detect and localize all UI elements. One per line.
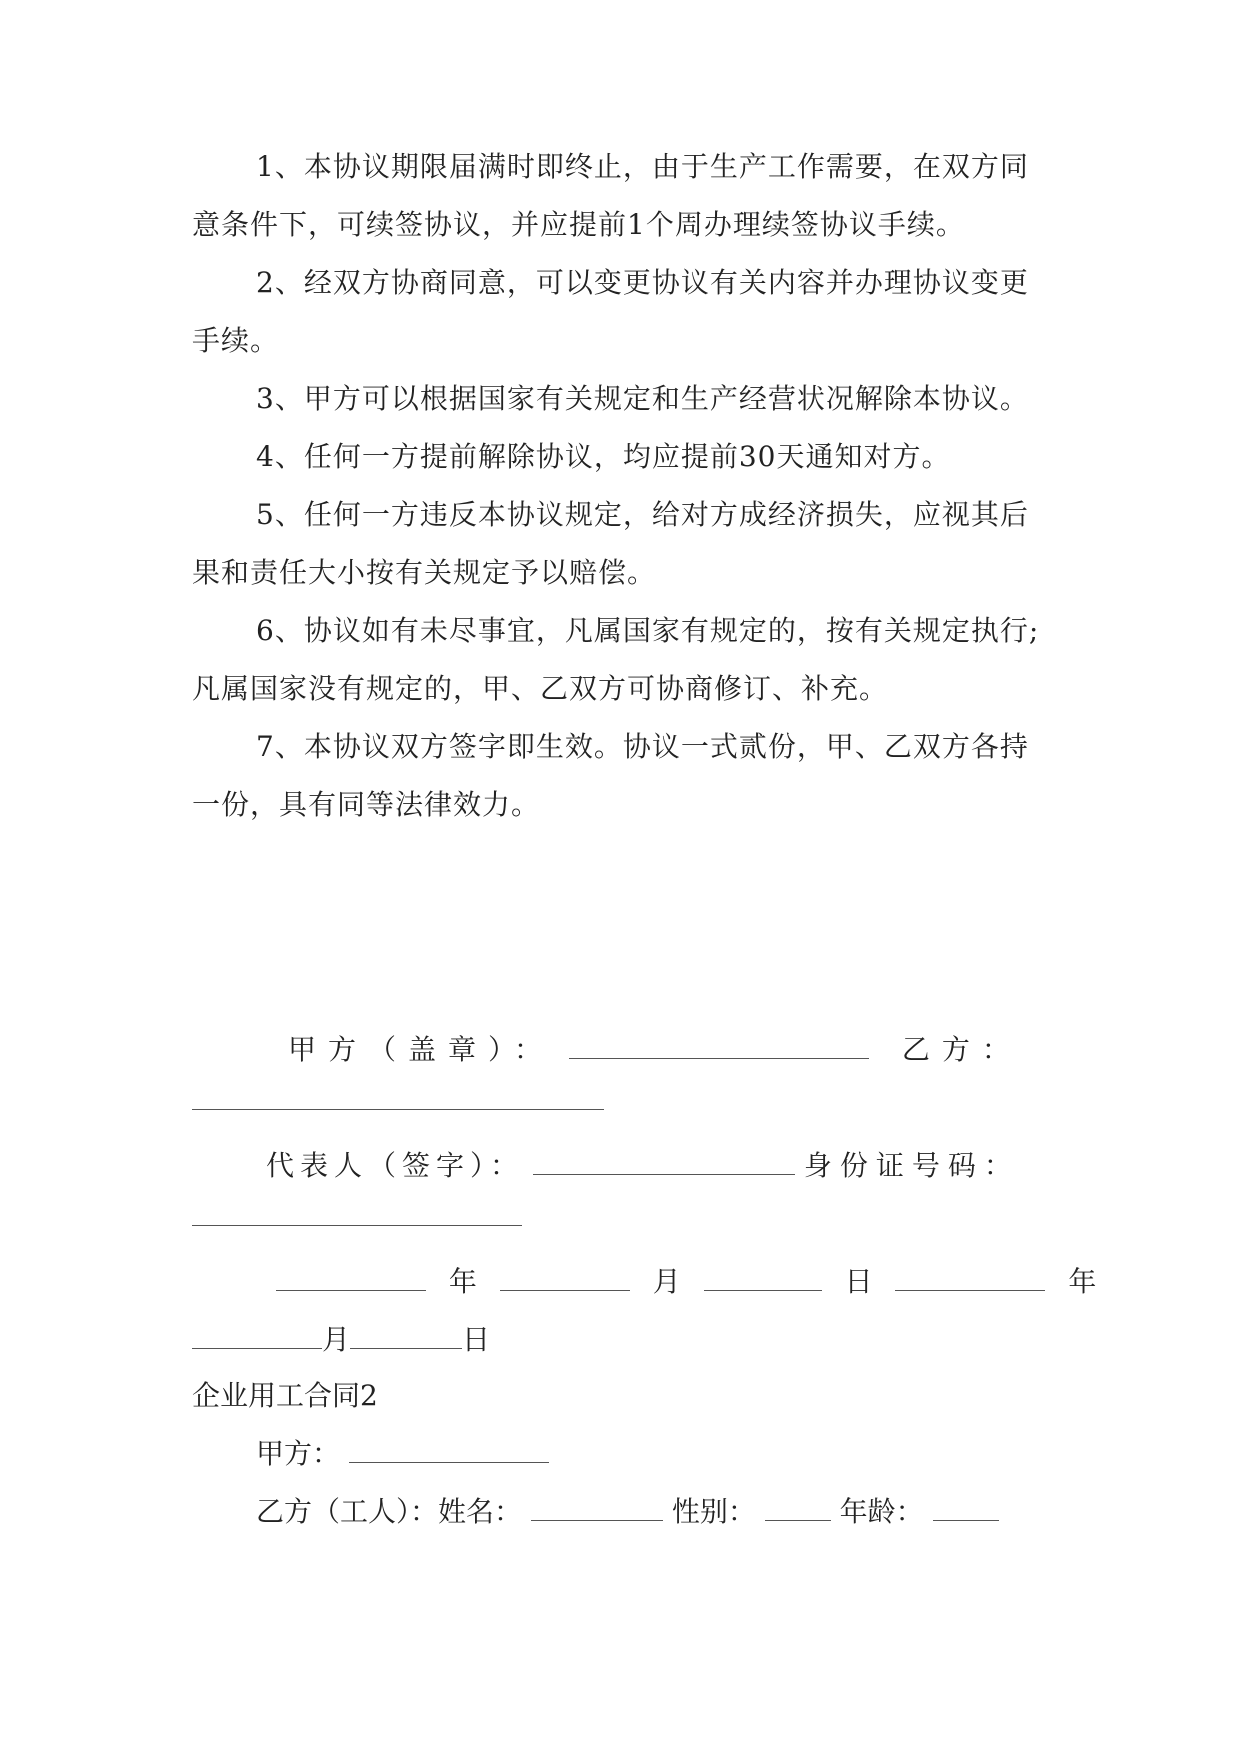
party-a-year-label: 年	[448, 1265, 477, 1298]
clause-7: 7、本协议双方签字即生效。协议一式贰份，甲、乙双方各持一份，具有同等法律效力。	[192, 730, 1029, 821]
contract2-party-b-label: 乙方（工人）：姓名：	[256, 1495, 523, 1528]
clause-3: 3、甲方可以根据国家有关规定和生产经营状况解除本协议。	[256, 382, 1029, 415]
contract2-party-a-label: 甲方：	[256, 1437, 341, 1470]
party-b-year-field[interactable]	[895, 1266, 1045, 1291]
party-a-signature-row	[192, 1028, 1050, 1068]
contract2-age-label: 年龄：	[839, 1495, 924, 1528]
party-a-month-field[interactable]	[500, 1266, 630, 1291]
party-a-seal-label: 甲方（盖章）：	[288, 1033, 555, 1066]
party-a-year-field[interactable]	[276, 1266, 426, 1291]
clause-5: 5、任何一方违反本协议规定，给对方成经济损失，应视其后果和责任大小按有关规定予以赔偿。	[192, 498, 1029, 589]
party-b-month-field[interactable]	[192, 1324, 322, 1349]
party-a-day-label: 日	[844, 1265, 873, 1298]
party-b-day-field[interactable]	[350, 1324, 462, 1349]
clause-1: 1、本协议期限届满时即终止，由于生产工作需要，在双方同意条件下，可续签协议，并应提前1个周办理续签协议手续。	[192, 150, 1029, 241]
contract2-gender-label: 性别：	[671, 1495, 756, 1528]
party-b-month-label: 月	[322, 1323, 351, 1356]
date-row-continued	[192, 1318, 1050, 1358]
contract2-party-a-row	[192, 1432, 1050, 1472]
contract2-title: 企业用工合同2	[192, 1379, 378, 1412]
party-a-seal-field[interactable]	[569, 1034, 869, 1059]
clause-2: 2、经双方协商同意，可以变更协议有关内容并办理协议变更手续。	[192, 266, 1029, 357]
party-b-line-row	[192, 1084, 1050, 1124]
party-b-year-label: 年	[1068, 1265, 1097, 1298]
id-number-line-row	[192, 1200, 1050, 1240]
contract2-party-b-row	[192, 1490, 1050, 1530]
representative-row	[192, 1144, 1050, 1184]
id-number-label: 身份证号码：	[803, 1149, 1020, 1182]
contract2-age-field[interactable]	[933, 1496, 999, 1521]
clause-6: 6、协议如有未尽事宜，凡属国家有规定的，按有关规定执行;凡属国家没有规定的，甲、乙双方可协商修订、补充。	[192, 614, 1040, 705]
date-row	[192, 1260, 1097, 1300]
representative-label: 代表人（签字）：	[266, 1149, 525, 1182]
party-b-field[interactable]	[192, 1085, 604, 1110]
clause-4: 4、任何一方提前解除协议，均应提前30天通知对方。	[256, 440, 951, 473]
party-b-label: 乙方：	[901, 1033, 1022, 1066]
representative-signature-field[interactable]	[533, 1150, 795, 1175]
contract2-gender-field[interactable]	[765, 1496, 831, 1521]
contract2-party-a-field[interactable]	[349, 1438, 549, 1463]
party-b-day-label: 日	[462, 1323, 491, 1356]
clause-list	[192, 138, 1050, 834]
party-a-month-label: 月	[652, 1265, 681, 1298]
contract2-name-field[interactable]	[531, 1496, 663, 1521]
party-a-day-field[interactable]	[704, 1266, 822, 1291]
id-number-field[interactable]	[192, 1201, 522, 1226]
contract2-title-row	[192, 1374, 1050, 1414]
